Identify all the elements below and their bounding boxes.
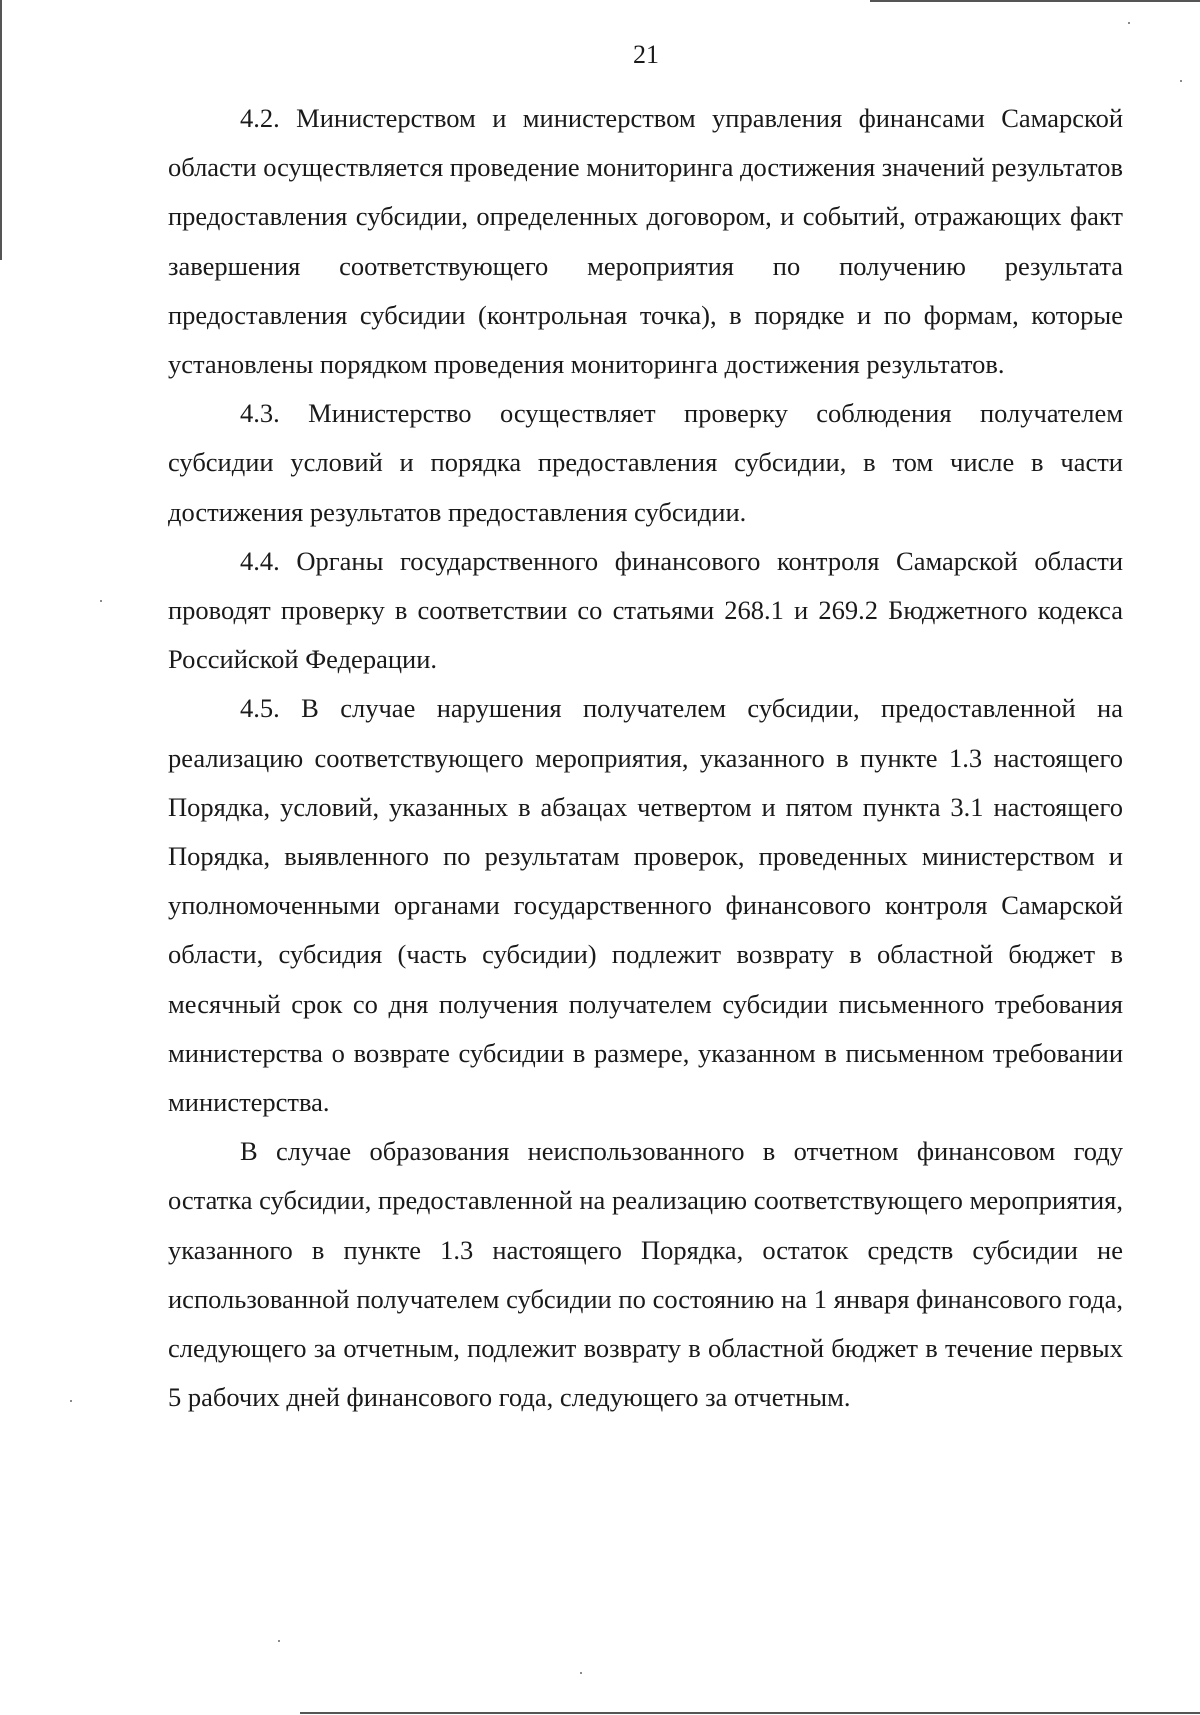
paragraph-4-3: 4.3. Министерство осуществляет проверку соблюдения получателем субсидии условий и порядка предоставления субсидии, в том числе в части достижения результатов предоставления субсидии. [168, 398, 1123, 527]
scan-speck [70, 1400, 72, 1402]
scan-edge-top [870, 0, 1200, 2]
paragraph-4-5-continuation: В случае образования неиспользованного в отчетном финансовом году остатка субсидии, предоставленной на реализацию соответствующего мероприятия, указанного в пункте 1.3 настоящего Порядка, остаток средств субсидии не использованной получателем субсидии по состоянию на 1 января финансового года, следующего за отчетным, подлежит возврату в областной бюджет в течение первых 5 рабочих дней финансового года, следующего за отчетным. [168, 1136, 1123, 1413]
scan-speck [1180, 80, 1182, 82]
scan-speck [278, 1640, 280, 1642]
scan-speck [1128, 22, 1130, 24]
page-number: 21 [633, 40, 659, 69]
paragraph-4-5: 4.5. В случае нарушения получателем субсидии, предоставленной на реализацию соответствующего мероприятия, указанного в пункте 1.3 настоящего Порядка, условий, указанных в абзацах четвертом и пятом пункта 3.1 настоящего Порядка, выявленного по результатам проверок, проведенных министерством и уполномоченными органами государственного финансового контроля Самарской области, субсидия (часть субсидии) подлежит возврату в областной бюджет в месячный срок со дня получения получателем субсидии письменного требования министерства о возврате субсидии в размере, указанном в письменном требовании министерства. [168, 693, 1123, 1118]
scan-edge-bottom [300, 1712, 1200, 1714]
scan-edge-left [0, 0, 2, 260]
paragraph-4-4: 4.4. Органы государственного финансового контроля Самарской области проводят проверку в соответствии со статьями 268.1 и 269.2 Бюджетного кодекса Российской Федерации. [168, 545, 1123, 675]
scan-speck [580, 1672, 582, 1674]
scan-speck [100, 600, 102, 602]
document-body [168, 94, 1123, 1422]
paragraph-4-2: 4.2. Министерством и министерством управления финансами Самарской области осуществляется проведение мониторинга достижения значений результатов предоставления субсидии, определенных договором, и событий, отражающих факт завершения соответствующего мероприятия по получению результата предоставления субсидии (контрольная точка), в порядке и по формам, которые установлены порядком проведения мониторинга достижения результатов. [168, 103, 1123, 380]
